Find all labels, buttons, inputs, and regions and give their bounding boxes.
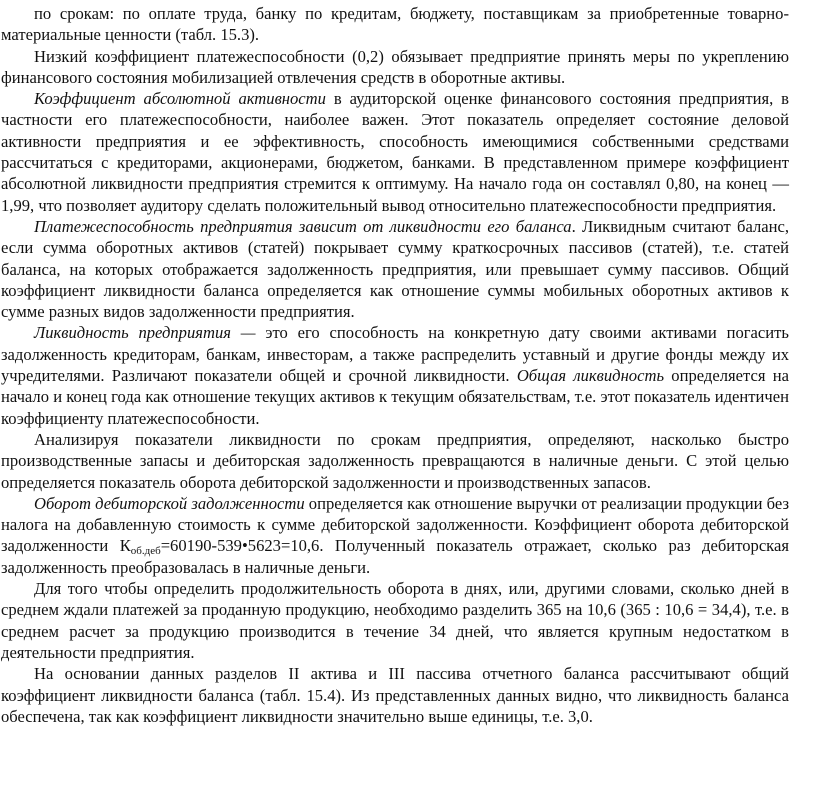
paragraph-8 [1,578,789,663]
paragraph-2-text: Низкий коэффициент платежеспособности (0,2) обязывает предприятие принять меры по укреплению финансового состояния мобилизацией отвлечения средств в оборотные активы. [1,46,789,87]
paragraph-8-text: Для того чтобы определить продолжительность оборота в днях, или, другими словами, сколько дней в среднем ждали платежей за проданную продукцию, необходимо разделить 365 на 10,6 (365 : 10,6 = 34,4), т.е. в среднем расчет за продукцию производится в течение 34 дней, что является крупным недостатком в деятельности предприятия. [1,579,789,662]
paragraph-5-text: это его способность на конкретную дату своими активами погасить задолженность кредиторам, банкам, инвесторам, а также распределить уставный и другие фонды между их учредителями. Различают показатели общей и срочной ликвидности. [1,323,789,386]
paragraph-7-text: определяется как отношение выручки от реализации продукции без налога на добавленную стоимость к сумме дебиторской задолженности. Коэффициент оборота дебиторской задолженности К [1,493,789,556]
term-receivables-turnover: Оборот дебиторской задолженности [34,493,305,513]
paragraph-6 [1,429,789,493]
term-solvency-depends-on-liquidity: Платежеспособность предприятия зависит от ликвидности его баланса [34,216,572,236]
term-liquidity-of-enterprise: Ликвидность предприятия — [34,323,256,343]
paragraph-4-text: . Ликвидным считают баланс, если сумма оборотных активов (статей) покрывает сумму краткосрочных пассивов (статей), т.е. статей баланса, на которых отображается задолженность предприятия, или превышает сумму пассивов. Общий коэффициент ликвидности баланса определяется как отношение суммы мобильных оборотных активов к сумме разных видов задолженности предприятия. [1,216,789,322]
paragraph-5-text-end: определяется на начало и конец года как отношение текущих активов к текущим обязательствам, т.е. этот показатель идентичен коэффициенту платежеспособности. [1,366,790,428]
paragraph-4 [1,216,789,322]
paragraph-6-text: Анализируя показатели ликвидности по срокам предприятия, определяют, насколько быстро производственные запасы и дебиторская задолженность превращаются в наличные деньги. С этой целью определяется показатель оборота дебиторской задолженности и производственных запасов. [1,429,789,492]
paragraph-9-text: На основании данных разделов II актива и III пассива отчетного баланса рассчитывают общий коэффициент ликвидности баланса (табл. 15.4). Из представленных данных видно, что ликвидность баланса обеспечена, так как коэффициент ликвидности значительно выше единицы, т.е. 3,0. [1,664,789,726]
paragraph-3 [1,88,789,216]
paragraph-5 [1,322,789,428]
paragraph-3-text: в аудиторской оценке финансового состояния предприятия, в частности его платежеспособности, наиболее важен. Этот показатель определяет состояние деловой активности предприятия и ее эффективность, способность имеющимися собственными средствами рассчитаться с кредиторами, акционерами, бюджетом, банками. В представленном примере коэффициент абсолютной ликвидности предприятия стремится к оптимуму. На начало года он составлял 0,80, на конец — 1,99, что позволяет аудитору сделать положительный вывод относительно платежеспособности предприятия. [1,89,789,215]
term-general-liquidity: Общая ликвидность [516,366,665,386]
paragraph-1 [1,3,789,46]
paragraph-9 [1,663,789,727]
term-absolute-activity-coefficient: Коэффициент абсолютной активности [34,89,326,109]
paragraph-1-text: по срокам: по оплате труда, банку по кредитам, бюджету, поставщикам за приобретенные товарно-материальные ценности (табл. 15.3). [1,4,789,45]
paragraph-7-text-end: =60190-539•5623=10,6. Полученный показатель отражает, сколько раз дебиторская задолженность преобразовалась в наличные деньги. [1,536,789,577]
formula-subscript: об.деб [130,545,161,558]
paragraph-7 [1,493,789,578]
paragraph-2 [1,46,789,89]
